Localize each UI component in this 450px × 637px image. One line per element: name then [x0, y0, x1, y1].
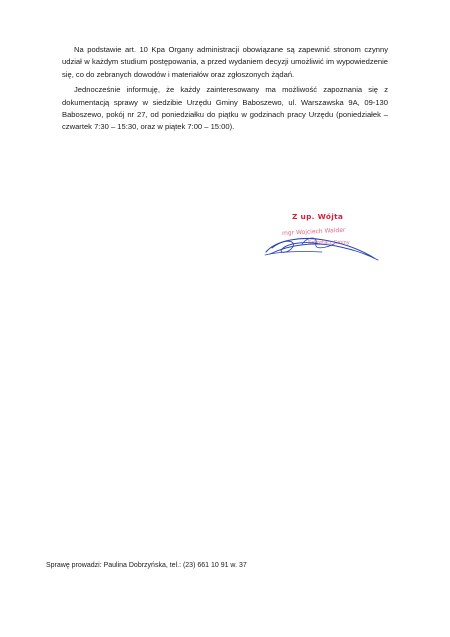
stamp-title: Z up. Wójta — [292, 212, 344, 221]
handwritten-signature-icon — [262, 222, 382, 262]
signature-stamp — [262, 208, 382, 266]
paragraph-art-10-kpa: Na podstawie art. 10 Kpa Organy administracji obowiązane są zapewnić stronom czynny udział w każdym studium postępowania, a przed wydaniem decyzji umożliwić im wypowiedzenie się, co do zebranych dowodów i materiałów oraz zgłoszonych żądań. — [62, 45, 388, 79]
letter-body — [62, 44, 388, 137]
case-handler-footer: Sprawę prowadzi: Paulina Dobrzyńska, tel.: (23) 661 10 91 w. 37 — [46, 562, 247, 569]
stamp-role: Sekretarz Gminy — [308, 240, 350, 246]
stamp-name: mgr Wojciech Walder — [281, 226, 346, 237]
paragraph-dokumentacja: Jednocześnie informuję, że każdy zainteresowany ma możliwość zapoznania się z dokumentacją sprawy w siedzibie Urzędu Gminy Baboszewo, ul. Warszawska 9A, 09-130 Baboszewo, pokój nr 27, od poniedziałku do piątku w godzinach pracy Urzędu (poniedziałek – czwartek 7:30 – 15:30, oraz w piątek 7:00 – 15:00). — [62, 85, 388, 132]
